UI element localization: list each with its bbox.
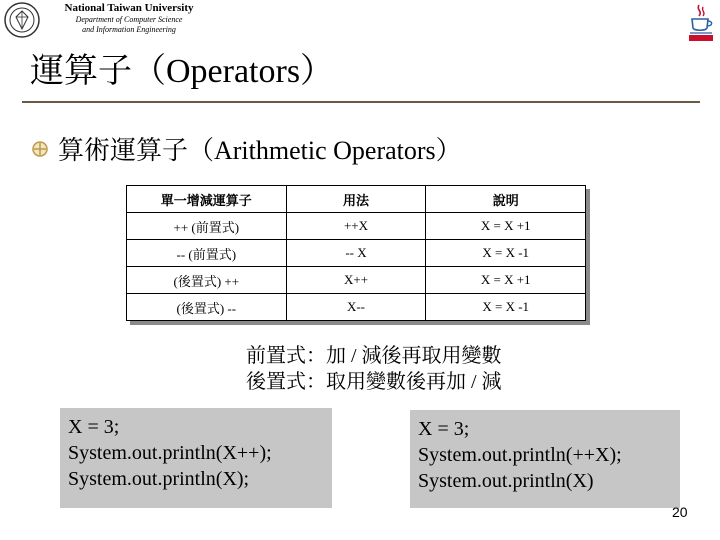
header-description: 說明	[426, 186, 586, 213]
page-number: 20	[672, 504, 688, 520]
code-example-prefix	[410, 410, 680, 508]
table-row	[127, 267, 586, 294]
header-usage: 用法	[286, 186, 426, 213]
header-operator: 單一增減運算子	[127, 186, 287, 213]
table-cell: X = X -1	[426, 240, 586, 267]
title-divider	[22, 101, 700, 103]
university-header	[44, 2, 214, 35]
table-cell: -- X	[286, 240, 426, 267]
operators-table	[126, 185, 586, 321]
notes	[246, 343, 502, 395]
table-row	[127, 294, 586, 321]
slide-title: 運算子（Operators）	[30, 53, 335, 90]
university-seal-icon	[4, 2, 40, 38]
table-cell: (後置式) --	[127, 294, 287, 321]
table-cell: ++ (前置式)	[127, 213, 287, 240]
code-line: X = 3;	[418, 418, 470, 440]
bullet-icon	[32, 141, 48, 157]
table-header-row	[127, 186, 586, 213]
table-cell: (後置式) ++	[127, 267, 287, 294]
table-row	[127, 240, 586, 267]
table-row	[127, 213, 586, 240]
code-line: X = 3;	[68, 416, 120, 438]
code-example-postfix	[60, 408, 332, 508]
java-logo-icon	[686, 2, 716, 42]
university-name: National Taiwan University	[64, 2, 194, 14]
department-line-2: and Information Engineering	[82, 25, 176, 34]
table-cell: X = X +1	[426, 213, 586, 240]
subtitle: 算術運算子（Arithmetic Operators）	[58, 136, 462, 165]
table-cell: X++	[286, 267, 426, 294]
code-line: System.out.println(X)	[418, 470, 594, 492]
table-cell: -- (前置式)	[127, 240, 287, 267]
department-line-1: Department of Computer Science	[75, 15, 183, 24]
table-cell: X = X +1	[426, 267, 586, 294]
note-postfix: 後置式：取用變數後再加 / 減	[246, 371, 502, 393]
code-line: System.out.println(X++);	[68, 442, 272, 464]
table-cell: X = X -1	[426, 294, 586, 321]
subtitle-row	[32, 130, 462, 167]
table-cell: X--	[286, 294, 426, 321]
table-cell: ++X	[286, 213, 426, 240]
code-line: System.out.println(++X);	[418, 444, 622, 466]
note-prefix: 前置式：加 / 減後再取用變數	[246, 345, 502, 367]
code-line: System.out.println(X);	[68, 468, 250, 490]
